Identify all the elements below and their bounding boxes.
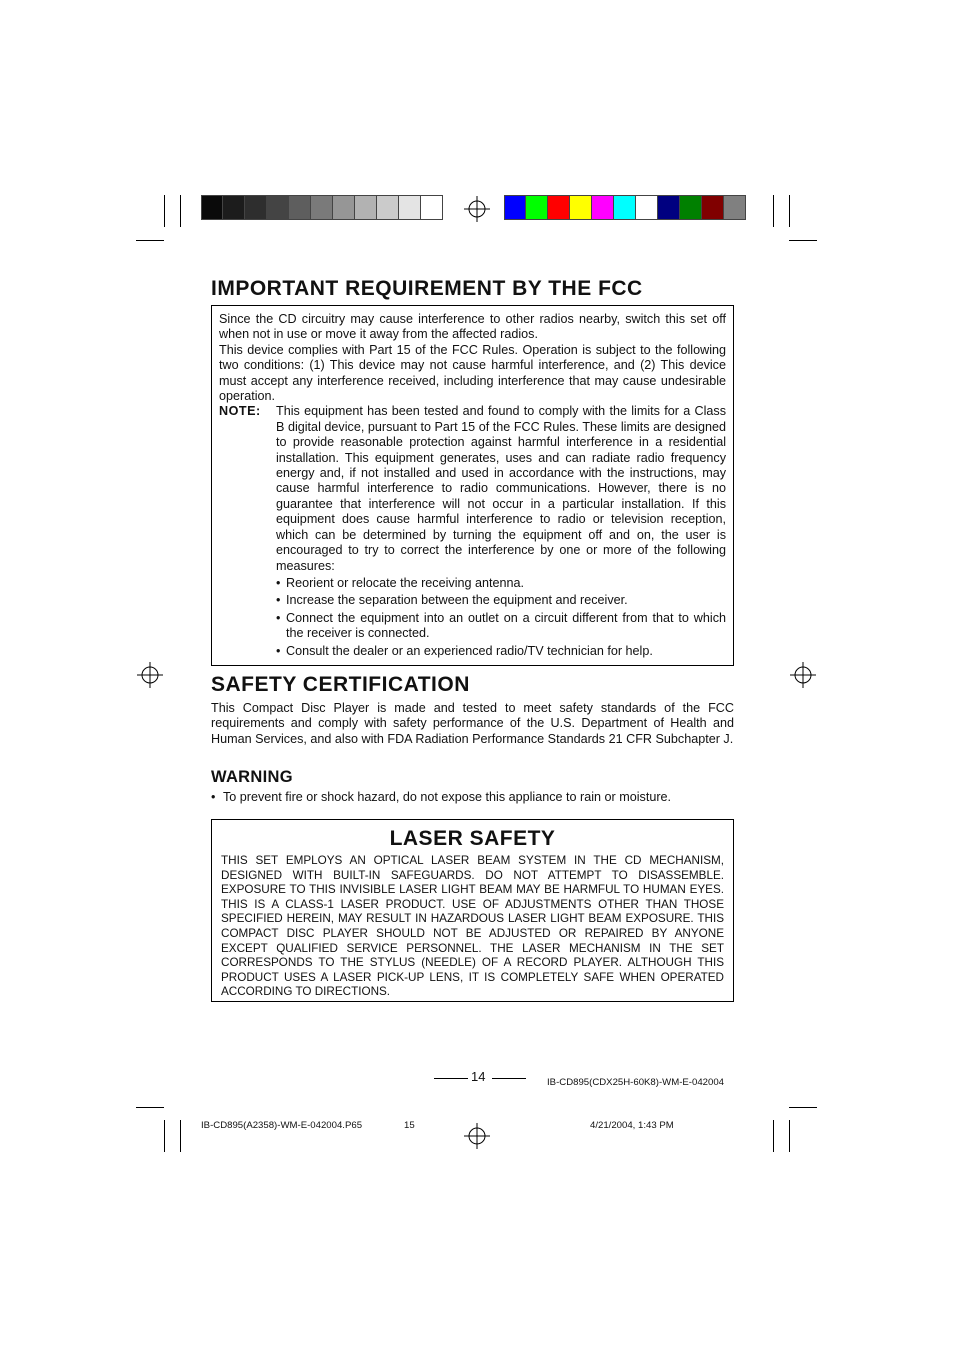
fcc-note <box>219 404 726 659</box>
color-swatch <box>636 196 658 219</box>
color-swatch <box>504 196 526 219</box>
color-swatch <box>680 196 702 219</box>
color-swatch <box>377 196 399 219</box>
laser-box <box>211 819 734 1002</box>
color-swatch <box>702 196 724 219</box>
doc-code: IB-CD895(CDX25H-60K8)-WM-E-042004 <box>547 1077 725 1088</box>
color-swatch <box>592 196 614 219</box>
fcc-heading: IMPORTANT REQUIREMENT BY THE FCC <box>211 277 643 300</box>
color-swatch <box>614 196 636 219</box>
color-swatch <box>311 196 333 219</box>
color-swatch <box>289 196 311 219</box>
safety-text: This Compact Disc Player is made and tested to meet safety standards of the FCC requirements and comply with safety performance of the U.S. Department of Health and Human Services, and also with FDA Radiation Performance Standards 21 CFR Subchapter J. <box>211 701 734 746</box>
color-swatch <box>399 196 421 219</box>
list-item: • Increase the separation between the equipment and receiver. <box>276 593 628 608</box>
color-swatch <box>724 196 746 219</box>
page-number-rule <box>492 1078 526 1079</box>
note-body <box>276 404 726 659</box>
color-swatch <box>201 196 223 219</box>
warning-item: • To prevent fire or shock hazard, do not expose this appliance to rain or moisture. <box>211 790 672 804</box>
color-swatch <box>355 196 377 219</box>
list-item: • Connect the equipment into an outlet on a circuit different from that to which the receiver is connected. <box>276 610 726 641</box>
list-item: • Reorient or relocate the receiving antenna. <box>276 575 525 590</box>
laser-heading: LASER SAFETY <box>389 827 556 850</box>
laser-text: THIS SET EMPLOYS AN OPTICAL LASER BEAM SYSTEM IN THE CD MECHANISM, DESIGNED WITH BUILT-IN SAFEGUARDS. DO NOT ATTEMPT TO DISASSEMBLE. EXPOSURE TO THIS INVISIBLE LASER LIGHT BEAM MAY BE HARMFUL TO HUMAN EYES. THIS IS A CLASS-1 LASER PRODUCT. USE OF ADJUSTMENTS OTHER THAN THOSE SPECIFIED HEREIN, MAY RESULT IN HAZARDOUS LASER LIGHT BEAM EXPOSURE. THIS COMPACT DISC PLAYER SHOULD NOT BE ADJUSTED OR REPAIRED BY ANYONE EXCEPT QUALIFIED SERVICE PERSONNEL. THE LASER MECHANISM IN THE SET CORRESPONDS TO THE STYLUS (NEEDLE) OF A RECORD PLAYER. ALTHOUGH THIS PRODUCT USES A LASER PICK-UP LENS, IT IS COMPLETELY SAFE WHEN OPERATED ACCORDING TO DIRECTIONS. <box>221 854 724 999</box>
list-item: • Consult the dealer or an experienced radio/TV technician for help. <box>276 643 653 658</box>
color-swatch <box>421 196 443 219</box>
file-name: IB-CD895(A2358)-WM-E-042004.P65 <box>201 1120 363 1131</box>
page-number-rule <box>434 1078 468 1079</box>
registration-mark-icon <box>137 662 163 688</box>
safety-heading: SAFETY CERTIFICATION <box>211 673 470 696</box>
color-swatch <box>548 196 570 219</box>
color-swatch <box>570 196 592 219</box>
gray-calibration-bar <box>201 195 443 220</box>
fcc-paragraph-2: This device complies with Part 15 of the FCC Rules. Operation is subject to the following two conditions: (1) This device may not cause harmful interference, and (2) This device must accept any interference received, including interference that may cause undesirable operation. <box>219 342 726 404</box>
color-swatch <box>267 196 289 219</box>
fcc-paragraph-1: Since the CD circuitry may cause interference to other radios nearby, switch this set off when not in use or move it away from the affected radios. <box>219 312 726 342</box>
color-swatch <box>333 196 355 219</box>
page-number: 14 <box>471 1069 486 1084</box>
color-swatch <box>223 196 245 219</box>
registration-mark-icon <box>464 196 490 222</box>
fcc-box <box>211 305 734 666</box>
registration-mark-icon <box>790 662 816 688</box>
timestamp: 4/21/2004, 1:43 PM <box>590 1120 674 1131</box>
warning-heading: WARNING <box>211 768 293 786</box>
note-label: NOTE: <box>219 404 261 419</box>
sheet-number: 15 <box>404 1120 415 1131</box>
color-calibration-bar <box>504 195 746 220</box>
note-text: This equipment has been tested and found to comply with the limits for a Class B digital device, pursuant to Part 15 of the FCC Rules. These limits are designed to provide reasonable protection against harmful interference in a residential installation. This equipment generates, uses and can radiate radio frequency energy and, if not installed and used in accordance with the instructions, may cause harmful interference to radio communications. However, there is no guarantee that interference will not occur in a particular installation. If this equipment does cause harmful interference to radio or television reception, which can be determined by turning the equipment off and on, the user is encouraged to try to correct the interference by one or more of the following measures: <box>276 404 726 573</box>
registration-mark-icon <box>464 1123 490 1149</box>
color-swatch <box>245 196 267 219</box>
color-swatch <box>658 196 680 219</box>
color-swatch <box>526 196 548 219</box>
